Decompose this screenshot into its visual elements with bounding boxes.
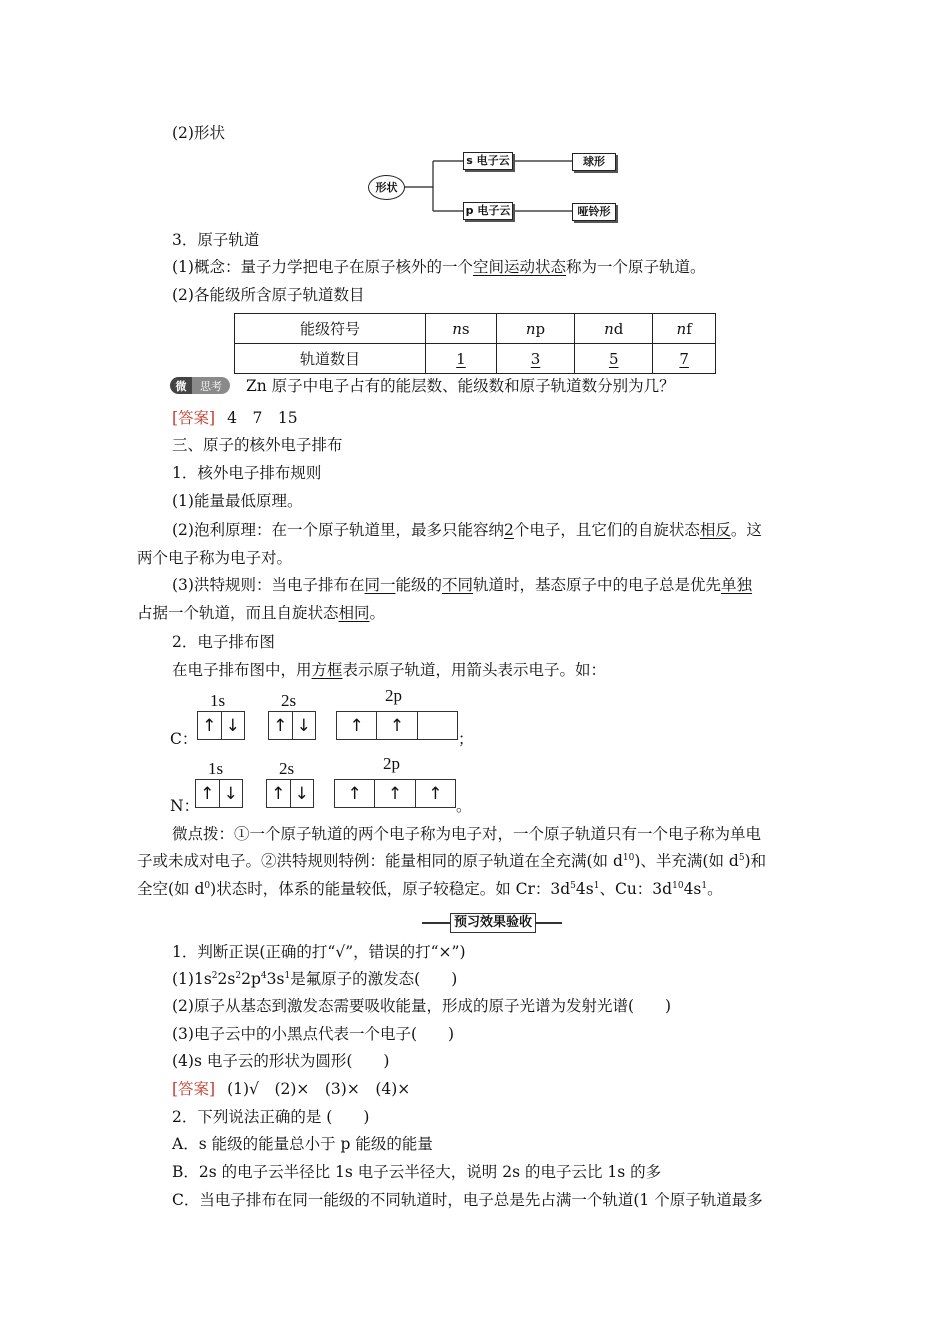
orbital-count-heading: (2)各能级所含原子轨道数目 [172,286,365,304]
rule-2: (2)泡利原理：在一个原子轨道里，最多只能容纳2个电子，且它们的自旋状态相反。这 [172,521,762,539]
diagram-p-shape: 哑铃形 [572,203,616,221]
down-arrow-icon: ↓ [223,783,238,804]
rule-3-cont: 占据一个轨道，而且自旋状态相同。 [137,604,386,622]
empty-orbital [418,712,457,739]
tip-line-3: 全空(如 $d^0$)状态时，体系的能量较低，原子较稳定。如 Cr：$3d^54s^1$、Cu：$3d^{10}4s^1$。 [137,880,723,898]
diagram-root: 形状 [368,175,405,200]
table-cell: ns [426,314,497,344]
down-arrow-icon: ↓ [296,715,311,736]
orbital-count-table [234,313,716,374]
table-cell: 5 [575,344,653,374]
carbon-label: C： [170,730,198,748]
option-a: A．s 能级的能量总小于 p 能级的能量 [172,1135,433,1153]
nitrogen-2p-label: 2p [383,754,400,773]
carbon-2p-label: 2p [385,686,402,705]
table-cell: 轨道数目 [235,344,426,374]
diagram-s-cloud: s 电子云 [463,152,513,170]
down-arrow-icon: ↓ [225,715,240,736]
shape-heading: (2)形状 [172,124,225,142]
carbon-2s-label: 2s [281,691,297,710]
table-row [235,314,716,344]
table-cell: nf [653,314,716,344]
rule-3: (3)洪特规则：当电子排布在同一能级的不同轨道时，基态原子中的电子总是优先单独 [172,576,753,594]
question-1-item-4: (4)s 电子云的形状为圆形( ) [172,1052,390,1070]
nitrogen-1s-label: 1s [208,759,224,778]
up-arrow-icon: ↑ [196,780,220,807]
rules-heading: 1．核外电子排布规则 [172,464,322,482]
question-2: 2．下列说法正确的是 ( ) [172,1108,370,1126]
up-arrow-icon: ↑ [267,780,291,807]
nitrogen-1s-box [195,779,243,808]
up-arrow-icon: ↑ [269,712,293,739]
option-b: B．2s 的电子云半径比 1s 电子云半径大，说明 2s 的电子云比 1s 的多 [172,1163,662,1181]
badge-sikao: 思考 [192,377,230,394]
rule-2-cont: 两个电子称为电子对。 [137,549,293,567]
banner-rule-right [534,922,562,924]
table-cell: nd [575,314,653,344]
down-arrow-icon: ↓ [294,783,309,804]
badge-wei: 微 [170,377,192,394]
diagram-intro: 在电子排布图中，用方框表示原子轨道，用箭头表示电子。如： [172,661,607,679]
up-arrow-icon: ↑ [335,780,375,807]
option-c: C．当电子排布在同一能级的不同轨道时，电子总是先占满一个轨道(1 个原子轨道最多 [172,1191,763,1209]
orbital-heading: 3．原子轨道 [172,231,260,249]
up-arrow-icon: ↑ [198,712,222,739]
banner-rule-left [422,922,450,924]
nitrogen-label: N： [170,797,200,815]
up-arrow-icon: ↑ [337,712,377,739]
carbon-1s-box [197,711,245,740]
question-1-item-2: (2)原子从基态到激发态需要吸收能量，形成的原子光谱为发射光谱( ) [172,997,672,1015]
up-arrow-icon: ↑ [375,780,415,807]
nitrogen-end: 。 [456,797,472,815]
carbon-2p-box [336,711,458,740]
diagram-p-cloud: p 电子云 [463,202,513,220]
tip-line-2: 子或未成对电子。②洪特规则特例：能量相同的原子轨道在全充满(如 $d^{10}$)、半充满(如 $d^5$)和 [137,852,767,870]
table-cell: 7 [653,344,716,374]
table-cell: 1 [426,344,497,374]
think-question: Zn 原子中电子占有的能层数、能级数和原子轨道数分别为几？ [246,377,675,395]
diagram-s-shape: 球形 [572,153,616,171]
section3-heading: 三、原子的核外电子排布 [172,436,343,454]
question-1-item-3: (3)电子云中的小黑点代表一个电子( ) [172,1025,455,1043]
up-arrow-icon: ↑ [428,783,443,804]
preview-banner [422,913,562,933]
table-cell: 能级符号 [235,314,426,344]
nitrogen-2s-box [266,779,314,808]
tip-line-1: 微点拨：①一个原子轨道的两个电子称为电子对，一个原子轨道只有一个电子称为单电 [172,825,762,843]
table-cell: np [496,314,574,344]
nitrogen-2s-label: 2s [279,759,295,778]
diagram-heading: 2．电子排布图 [172,633,275,651]
think-answer: [答案] 4 7 15 [172,409,298,427]
up-arrow-icon: ↑ [377,712,417,739]
table-row [235,344,716,374]
carbon-2s-box [268,711,316,740]
think-badge [170,377,230,394]
banner-title: 预习效果验收 [450,913,536,933]
rule-1: (1)能量最低原理。 [172,492,303,510]
question-1-item-1: $(1)1s^22s^22p^43s^1$是氟原子的激发态( ) [172,970,458,988]
carbon-1s-label: 1s [210,691,226,710]
orbital-concept: (1)概念：量子力学把电子在原子核外的一个空间运动状态称为一个原子轨道。 [172,258,706,276]
table-cell: 3 [496,344,574,374]
nitrogen-2p-box [334,779,456,808]
carbon-end: ； [458,730,474,748]
question-1-answer: [答案] (1)√ (2)× (3)× (4)× [172,1080,411,1098]
question-1: 1．判断正误(正确的打“√”，错误的打“×”) [172,943,466,961]
